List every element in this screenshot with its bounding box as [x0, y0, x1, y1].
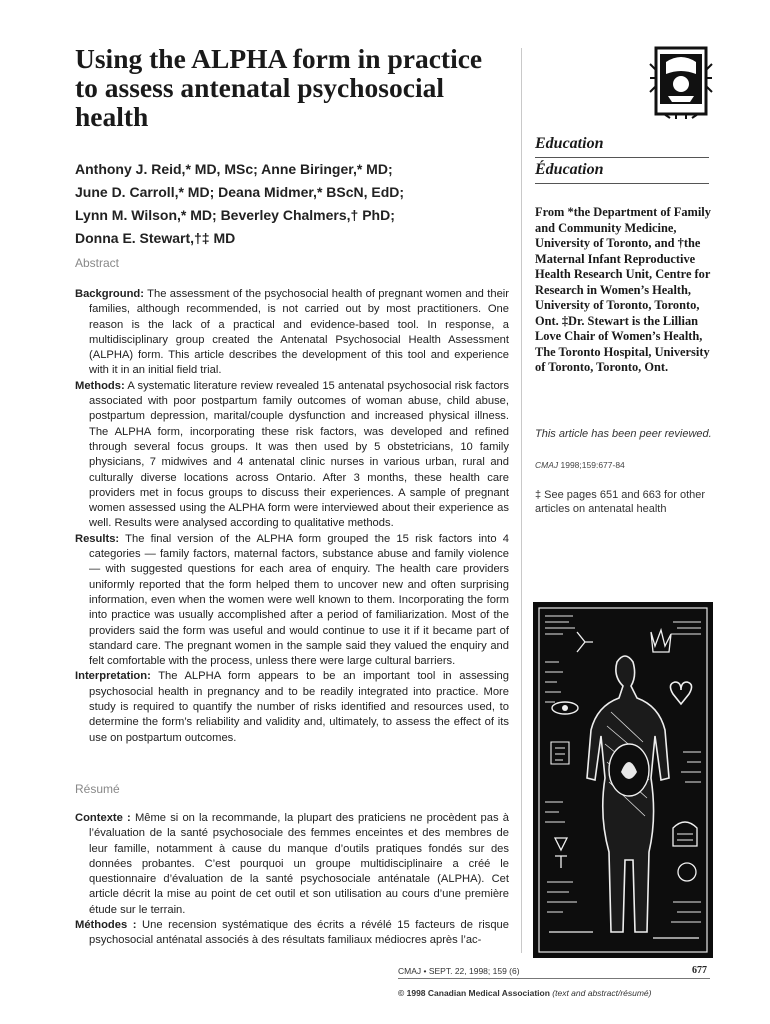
contexte-text: Même si on la recommande, la plupart des praticiens ne procèdent pas à l’évaluation de la santé psychosociale des femmes enceintes et des membres de leur famille, notamment à cause du manque d’outils pratiques fondés sur des données probantes. C’est pourquoi un groupe multidisciplinaire a créé le questionnaire d’évaluation de la santé psychosociale anténatale (ALPHA). Cet article décrit la mise au point de cet outil et son utilisation au cours d’une première étude sur le terrain. [89, 812, 509, 916]
section-tag-french: Éducation [535, 161, 709, 184]
article-title-line1: Using the ALPHA form in practice [75, 43, 483, 74]
author-line: June D. Carroll,* MD; Deana Midmer,* BScN, EdD; [75, 184, 405, 200]
author-affiliations: From *the Department of Family and Community Medicine, University of Toronto, and †the Maternal Infant Reproductive Health Research Unit, Centre for Research in Women’s Health, University of Toronto, Toronto, Ont. ‡Dr. Stewart is the Lillian Love Chair of Women’s Health, The Toronto Hospital, University of Toronto, Toronto, Ont. [535, 205, 711, 374]
citation-ref: 1998;159:677-84 [558, 460, 625, 470]
related-articles-note[interactable]: ‡ See pages 651 and 663 for other articles on antenatal health [535, 489, 706, 515]
abstract-heading: Abstract [75, 256, 120, 270]
methods-text: A systematic literature review revealed 15 antenatal psychosocial risk factors associated with poor postpartum family outcomes of woman abuse, child abuse, postpartum depression, marital/couple dysfunction and increased physical illness. The ALPHA form, incorporating these risk factors, was developed and refined through several focus groups. It was then used by 5 obstetricians, 10 family physicians, 7 midwives and 4 antenatal clinic nurses in various urban, rural and culturally diverse locations across Ontario. After 3 months, these health care providers met in focus groups to discuss their experiences. A sample of pregnant women assessed using the ALPHA form were interviewed about their experience as well. Results were analysed according to qualitative methods. [89, 379, 509, 530]
peer-review-note: This article has been peer reviewed. [535, 428, 712, 440]
footer-journal: CMAJ • SEPT. 22, 1998; 159 (6) [398, 966, 520, 976]
citation [535, 460, 625, 470]
resume-contexte [75, 811, 509, 918]
methodes-heading: Méthodes : [75, 919, 137, 932]
resume-methodes [75, 918, 509, 949]
abstract-background [75, 287, 509, 379]
resume-body [75, 811, 509, 949]
background-heading: Background: [75, 288, 144, 300]
abstract-interpretation [75, 669, 509, 745]
citation-journal: CMAJ [535, 460, 559, 470]
author-list [75, 158, 515, 250]
footer-rule [398, 978, 710, 979]
contexte-heading: Contexte : [75, 812, 131, 824]
author-line: Anthony J. Reid,* MD, MSc; Anne Biringer,* MD; [75, 161, 393, 177]
author-line: Lynn M. Wilson,* MD; Beverley Chalmers,† PhD; [75, 207, 395, 223]
interpretation-heading: Interpretation: [75, 670, 151, 683]
abstract-body [75, 287, 509, 746]
copyright-note: (text and abstract/résumé) [549, 988, 652, 998]
author-line: Donna E. Stewart,†‡ MD [75, 230, 236, 246]
section-logo-icon [646, 44, 716, 120]
article-title [75, 44, 515, 131]
results-heading: Results: [75, 532, 120, 545]
footer-copyright [398, 988, 652, 998]
article-title-line2: to assess antenatal psychosocial health [75, 72, 444, 132]
abstract-methods [75, 379, 509, 532]
abstract-results [75, 532, 509, 670]
woodcut-illustration-icon [533, 602, 713, 958]
resume-heading: Résumé [75, 782, 120, 796]
methodes-text: Une recension systématique des écrits a révélé 15 facteurs de risque psychosocial anténatal associés à des résultats familiaux médiocres après l’ac- [89, 919, 510, 947]
column-divider [521, 48, 522, 953]
interpretation-text: The ALPHA form appears to be an important tool in assessing psychosocial health in pregnancy and to be readily integrated into practice. More study is required to quantify the number of risks identified and resources used, to determine the form’s reliability and validity and, ultimately, to assess the effect of its use on postpartum outcomes. [89, 670, 509, 744]
page-number: 677 [692, 965, 707, 976]
section-tag-english: Education [535, 135, 709, 158]
copyright-text: © 1998 Canadian Medical Association [398, 988, 550, 998]
results-text: The final version of the ALPHA form grouped the 15 risk factors into 4 categories — family factors, maternal factors, substance abuse and family violence — with suggested questions for each area of enquiry. The health care providers uniformly reported that the form helped them to uncover new and often surprising information, even when the women were well known to them. Incorporating the form into practice was usually accomplished after a period of familiarization. Most of the providers said the form was useful and would continue to use it if it became part of standard care. The pregnant women in the sample said they valued the enquiry and felt comfortable with the process, unless there were large cultural barriers. [89, 532, 509, 668]
methods-heading: Methods: [75, 379, 125, 392]
background-text: The assessment of the psychosocial health of pregnant women and their families, although recommended, is not carried out by most practitioners. One reason is the lack of a practical and evidence-based tool. In response, a multidisciplinary group created the Antenatal Psychosocial Health Assessment (ALPHA) form. This article describes the development of this tool and experience with it in an initial field trial. [89, 288, 510, 377]
